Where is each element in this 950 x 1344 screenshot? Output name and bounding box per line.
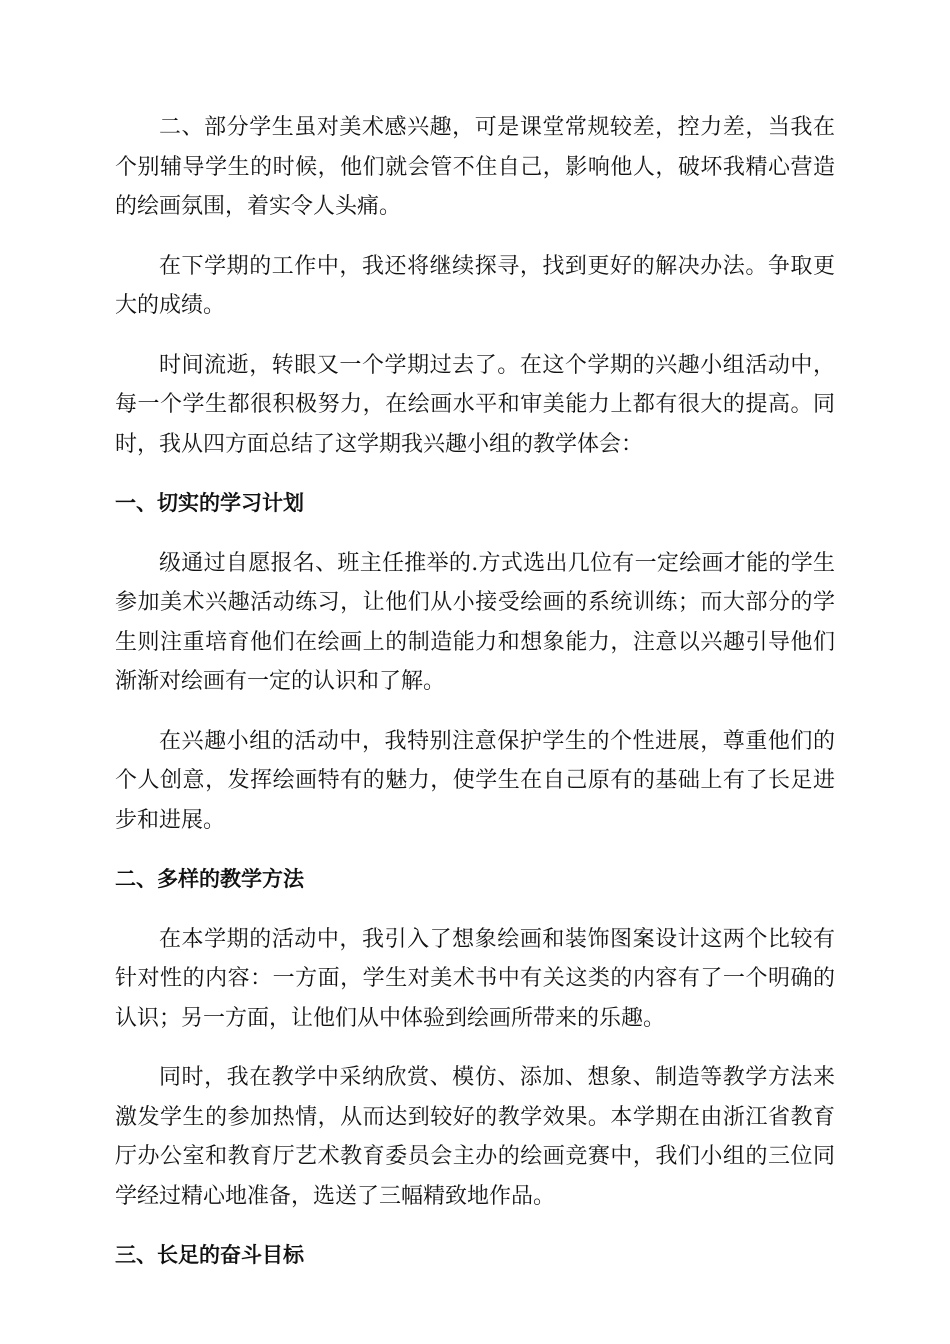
paragraph: 同时，我在教学中采纳欣赏、模仿、添加、想象、制造等教学方法来激发学生的参加热情，从而达到较好的教学效果。本学期在由浙江省教育厅办公室和教育厅艺术教育委员会主办的绘画竞赛中，我们小组的三位同学经过精心地准备，选送了三幅精致地作品。 bbox=[115, 1065, 835, 1209]
paragraph: 在本学期的活动中，我引入了想象绘画和装饰图案设计这两个比较有针对性的内容：一方面，学生对美术书中有关这类的内容有了一个明确的认识；另一方面，让他们从中体验到绘画所带来的乐趣。 bbox=[115, 926, 835, 1031]
paragraph: 级通过自愿报名、班主任推举的.方式选出几位有一定绘画才能的学生参加美术兴趣活动练习，让他们从小接受绘画的系统训练；而大部分的学生则注重培育他们在绘画上的制造能力和想象能力，注意以兴趣引导他们渐渐对绘画有一定的认识和了解。 bbox=[115, 550, 835, 694]
paragraph: 二、部分学生虽对美术感兴趣，可是课堂常规较差，控力差，当我在个别辅导学生的时候，他们就会管不住自己，影响他人，破坏我精心营造的绘画氛围，着实令人头痛。 bbox=[115, 115, 835, 219]
section-heading: 二、多样的教学方法 bbox=[115, 867, 304, 891]
paragraph: 在兴趣小组的活动中，我特别注意保护学生的个性进展，尊重他们的个人创意，发挥绘画特有的魅力，使学生在自己原有的基础上有了长足进步和进展。 bbox=[115, 728, 835, 833]
document-page bbox=[115, 108, 835, 1296]
section-heading: 一、切实的学习计划 bbox=[115, 491, 304, 515]
paragraph: 时间流逝，转眼又一个学期过去了。在这个学期的兴趣小组活动中，每一个学生都很积极努力，在绘画水平和审美能力上都有很大的提高。同时，我从四方面总结了这学期我兴趣小组的教学体会： bbox=[115, 352, 835, 457]
paragraph: 在下学期的工作中，我还将继续探寻，找到更好的解决办法。争取更大的成绩。 bbox=[115, 253, 835, 318]
section-heading: 三、长足的奋斗目标 bbox=[115, 1243, 304, 1267]
